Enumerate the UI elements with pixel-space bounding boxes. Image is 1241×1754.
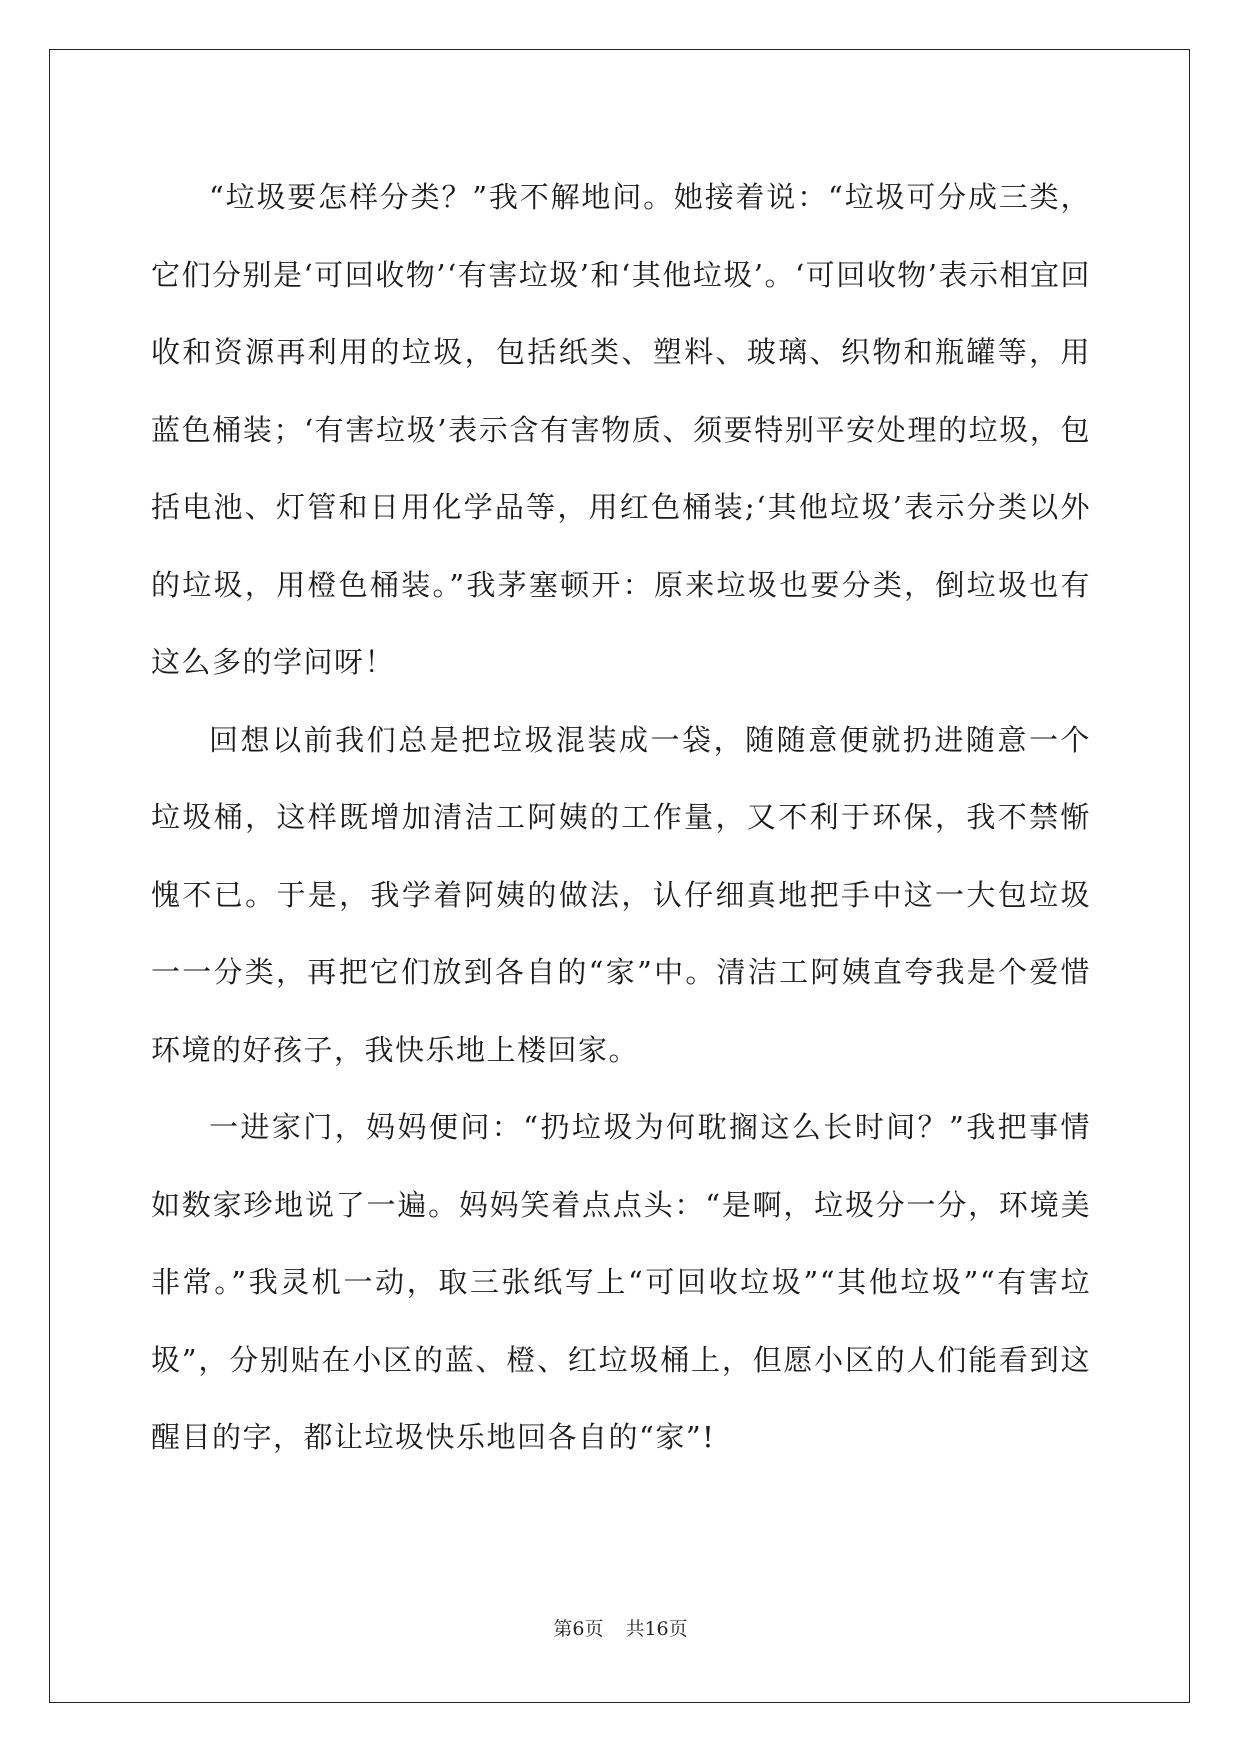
page-footer (0, 1617, 1241, 1641)
page-total: 共16页 (625, 1618, 688, 1640)
page-number: 第6页 (553, 1618, 604, 1640)
document-body (151, 159, 1091, 1477)
paragraph-1: “垃圾要怎样分类？”我不解地问。她接着说：“垃圾可分成三类，它们分别是‘可回收物’‘有害垃圾’和‘其他垃圾’。‘可回收物’表示相宜回收和资源再利用的垃圾，包括纸类、塑料、玻璃、织物和瓶罐等，用蓝色桶装；‘有害垃圾’表示含有害物质、须要特别平安处理的垃圾，包括电池、灯管和日用化学品等，用红色桶装;‘其他垃圾’表示分类以外的垃圾，用橙色桶装。”我茅塞顿开：原来垃圾也要分类，倒垃圾也有这么多的学问呀！ (151, 180, 1091, 679)
paragraph-2: 回想以前我们总是把垃圾混装成一袋，随随意便就扔进随意一个垃圾桶，这样既增加清洁工阿姨的工作量，又不利于环保，我不禁惭愧不已。于是，我学着阿姨的做法，认仔细真地把手中这一大包垃圾一一分类，再把它们放到各自的“家”中。清洁工阿姨直夸我是个爱惜环境的好孩子，我快乐地上楼回家。 (151, 722, 1091, 1067)
paragraph-3: 一进家门，妈妈便问：“扔垃圾为何耽搁这么长时间？”我把事情如数家珍地说了一遍。妈妈笑着点点头：“是啊，垃圾分一分，环境美非常。”我灵机一动，取三张纸写上“可回收垃圾”“其他垃圾”“有害垃圾”，分别贴在小区的蓝、橙、红垃圾桶上，但愿小区的人们能看到这醒目的字，都让垃圾快乐地回各自的“家”! (151, 1110, 1091, 1454)
